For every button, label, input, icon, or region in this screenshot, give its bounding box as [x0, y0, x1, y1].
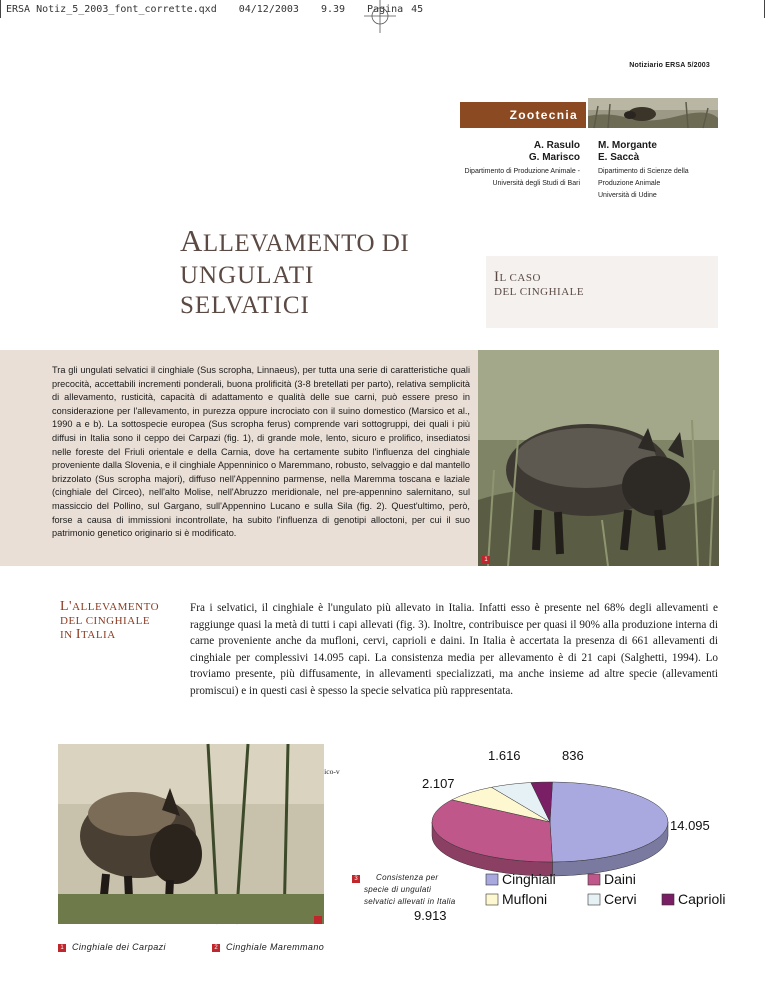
- heading-line-3-rest: TALIA: [81, 629, 116, 641]
- registration-mark-icon: [360, 0, 400, 34]
- affiliation-right-line-2: Produzione Animale: [598, 180, 661, 187]
- section-heading: [60, 600, 159, 642]
- body-continuation: faunistico-venatori,: [303, 767, 363, 776]
- figure-1-caption-badge: 1: [58, 944, 66, 952]
- heading-initial: L': [60, 599, 73, 614]
- legend-label-cinghiali: Cinghiali: [502, 871, 556, 887]
- affiliation-right-line-3: Università di Udine: [598, 192, 657, 199]
- slug-time: 9.39: [320, 4, 346, 15]
- title-initial: A: [180, 223, 203, 258]
- figure-3-caption-line-1: Consistenza per: [376, 873, 439, 882]
- figure-1-badge: 1: [482, 556, 490, 564]
- legend-swatch-mufloni: [486, 894, 498, 905]
- slug-date: 04/12/2003: [238, 4, 299, 15]
- legend-swatch-cervi: [588, 894, 600, 905]
- title-line-3: SELVATICI: [180, 292, 310, 319]
- article-title: [180, 224, 409, 321]
- legend-swatch-daini: [588, 874, 600, 885]
- figure-3-badge: 3: [352, 875, 360, 883]
- heading-line-3: [60, 628, 159, 642]
- title-line-1: [180, 224, 409, 261]
- figure-2-caption-badge: 2: [212, 944, 220, 952]
- legend-swatch-cinghiali: [486, 874, 498, 885]
- legend-swatch-caprioli: [662, 894, 674, 905]
- slug-page-label: Pagina: [367, 4, 404, 15]
- pie-label-daini: 9.913: [414, 908, 447, 923]
- authors-left: [480, 140, 580, 164]
- pie-label-cervi: 1.616: [488, 748, 521, 763]
- crop-line-top: [0, 0, 1, 18]
- slug-page-number: 45: [411, 4, 424, 15]
- authors-right: [598, 140, 657, 164]
- heading-line-1-rest: ALLEVAMENTO: [72, 601, 160, 613]
- heading-line-2: DEL CINGHIALE: [60, 615, 151, 627]
- boar-maremmano-photo: [58, 744, 324, 924]
- affiliation-left-line-2: Università degli Studi di Bari: [492, 180, 580, 187]
- subtitle-line-1-rest: L CASO: [499, 272, 541, 284]
- subtitle-line-1: [494, 270, 584, 285]
- author-2: G. Marisco: [528, 152, 580, 163]
- section-label: Zootecnia: [509, 108, 578, 122]
- article-subtitle: [494, 270, 584, 299]
- author-1: A. Rasulo: [533, 140, 580, 151]
- figure-1-caption: Cinghiale dei Carpazi: [72, 942, 166, 952]
- author-4: E. Saccà: [598, 152, 640, 163]
- legend-label-cervi: Cervi: [604, 891, 637, 907]
- figure-3-caption: [364, 872, 456, 908]
- subtitle-line-2: DEL CINGHIALE: [494, 286, 585, 298]
- body-paragraph: Fra i selvatici, il cinghiale è l'ungulato più allevato in Italia. Infatti esso è presente nel 68% degli allevamenti e raggiunge quasi la metà di tutti i capi allevati (fig. 3). Inoltre, contribuisce per quasi il 90% alla produzione interna di carne proveniente anche da mufloni, cervi, caprioli e daini. In Italia è accertata la presenza di 661 allevamenti di cinghiale per complessivi 14.095 capi. La consistenza media per allevamento è di 21 capi (Salghetti, 1994). Lo troviamo presente, più diffusamente, in allevamenti specializzati, ma anche insieme ad altre specie (allevamenti promiscui) e in questi casi è spesso la specie selvatica più rappresentata.: [190, 602, 718, 697]
- figure-2-photo-badge: [314, 916, 322, 924]
- figure-3-caption-line-3: selvatici allevati in Italia: [364, 897, 456, 906]
- legend-label-caprioli: Caprioli: [678, 891, 726, 907]
- figure-2-caption: Cinghiale Maremmano: [226, 942, 325, 952]
- crop-line-right: [764, 0, 765, 18]
- subtitle-initial: I: [494, 269, 500, 285]
- legend-label-mufloni: Mufloni: [502, 891, 548, 907]
- title-line-2: UNGULATI: [180, 262, 315, 289]
- heading-line-3-a: IN: [60, 629, 76, 641]
- boar-carpazi-photo: [478, 350, 719, 566]
- affiliation-left-line-1: Dipartimento di Produzione Animale -: [464, 168, 580, 175]
- header-boar-photo: [588, 98, 718, 128]
- title-line-1-rest: LLEVAMENTO DI: [202, 230, 410, 257]
- heading-line-3-initial: I: [75, 627, 82, 642]
- pie-label-mufloni: 2.107: [422, 776, 455, 791]
- pie-label-cinghiali: 14.095: [670, 818, 710, 833]
- intro-paragraph: Tra gli ungulati selvatici il cinghiale (Sus scropha, Linnaeus), per tutta una serie di caratteristiche quali precocità, accettabili incrementi ponderali, buona prolificità (3-8 bretellati per parto), relativa semplicità di allevamento, rusticità, capacità di adattamento e qualità delle sue carni, può essere preso in considerazione per l'allevamento, in purezza oppure incrociato con il suino domestico (Marsico et al., 1990 a e b). La sottospecie europea (Sus scropha ferus) comprende vari sottogruppi, dei quali i più diffusi in Italia sono il ceppo dei Carpazi (fig. 1), di grande mole, lento, sicuro e prolifico, insediatosi nelle foreste del Friuli orientale e della Carnia, dove ha certamente subito l'influenza del cinghiale proveniente dalla Slovenia, e il cinghiale Appenninico o Maremmano, robusto, selvaggio e dal mantello brizzolato (Sus scropha majori), diffuso nell'Appennino parmense, nella Maremma toscana e laziale (cinghiale del Circeo), nell'alto Molise, nell'Abruzzo meridionale, nel pre-appennino salernitano, sul massiccio del Pollino, sul Gargano, sull'Appennino Lucano e sulla Sila (fig. 2). Quest'ultimo, però, forse a causa di immissioni incontrollate, ha subito l'influenza di genotipi alloctoni, per cui il suo patrimonio genetico originario si è modificato.: [52, 365, 470, 539]
- section-band: [460, 102, 586, 128]
- pie-label-caprioli: 836: [562, 748, 584, 763]
- affiliation-right: [598, 166, 689, 202]
- journal-name: Notiziario ERSA 5/2003: [629, 62, 710, 69]
- legend-label-daini: Daini: [604, 871, 636, 887]
- figure-3-caption-line-2: specie di ungulati: [364, 885, 432, 894]
- affiliation-right-line-1: Dipartimento di Scienze della: [598, 168, 689, 175]
- affiliation-left: [400, 166, 580, 190]
- species-pie-chart: [340, 744, 726, 954]
- heading-line-1: [60, 600, 159, 614]
- slug-file: ERSA Notiz_5_2003_font_corrette.qxd: [6, 4, 217, 15]
- author-3: M. Morgante: [598, 140, 657, 151]
